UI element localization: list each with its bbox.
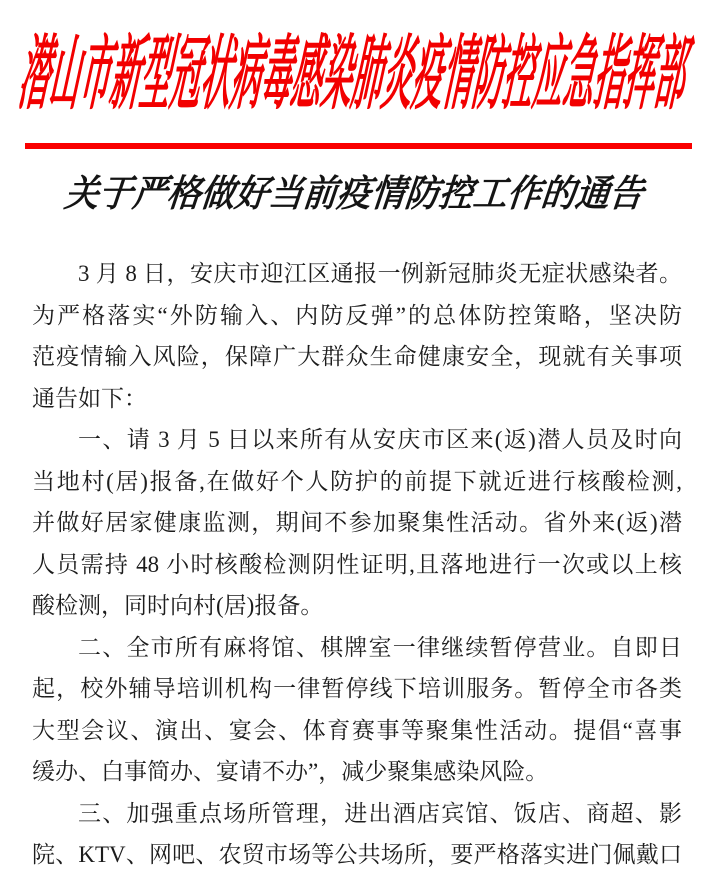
text-line: 为严格落实“外防输入、内防反弹”的总体防控策略，坚决防 bbox=[32, 302, 682, 328]
text-line: 人员需持 48 小时核酸检测阴性证明,且落地进行一次或以上核 bbox=[32, 551, 682, 577]
notice-title: 关于严格做好当前疫情防控工作的通告 bbox=[62, 174, 646, 215]
paragraph-item-3 bbox=[32, 793, 682, 876]
text-line: 范疫情输入风险，保障广大群众生命健康安全，现就有关事项 bbox=[32, 344, 682, 369]
agency-title: 潜山市新型冠状病毒感染肺炎疫情防控应急指挥部 bbox=[14, 30, 692, 121]
text-line: 大型会议、演出、宴会、体育赛事等聚集性活动。提倡“喜事 bbox=[32, 717, 682, 743]
text-line: 3 月 8 日，安庆市迎江区通报一例新冠肺炎无症状感染者。 bbox=[78, 261, 682, 286]
text-line: 一、请 3 月 5 日以来所有从安庆市区来(返)潜人员及时向 bbox=[78, 427, 682, 452]
text-line: 通告如下： bbox=[32, 385, 147, 411]
paragraph-item-2 bbox=[32, 627, 682, 793]
notice-subtitle-row bbox=[0, 165, 708, 215]
text-line: 酸检测，同时向村(居)报备。 bbox=[32, 593, 324, 618]
red-divider-line bbox=[25, 143, 692, 149]
header-banner bbox=[0, 8, 708, 128]
paragraph-item-1 bbox=[32, 419, 682, 627]
text-line: 起，校外辅导培训机构一律暂停线下培训服务。暂停全市各类 bbox=[32, 676, 682, 701]
notice-body bbox=[32, 253, 682, 876]
text-line: 二、全市所有麻将馆、棋牌室一律继续暂停营业。自即日 bbox=[78, 634, 682, 660]
text-line: 当地村(居)报备,在做好个人防护的前提下就近进行核酸检测, bbox=[32, 468, 682, 494]
text-line: 院、KTV、网吧、农贸市场等公共场所，要严格落实进门佩戴口 bbox=[32, 842, 682, 867]
text-line: 三、加强重点场所管理，进出酒店宾馆、饭店、商超、影 bbox=[78, 800, 682, 826]
text-line: 并做好居家健康监测，期间不参加聚集性活动。省外来(返)潜 bbox=[32, 510, 682, 535]
text-line: 缓办、白事简办、宴请不办”，减少聚集感染风险。 bbox=[32, 759, 549, 784]
paragraph-intro bbox=[32, 253, 682, 419]
